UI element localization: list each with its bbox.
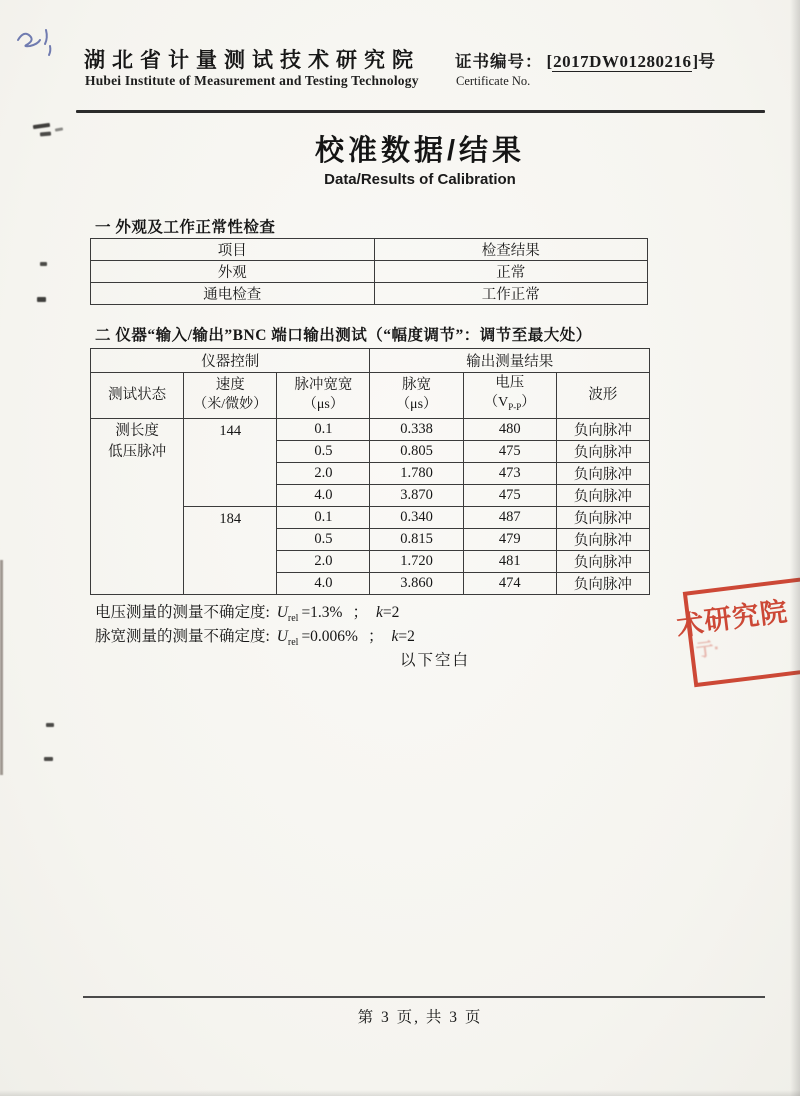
- scan-edge-shadow: [0, 560, 3, 775]
- unit-suffix: ）: [521, 395, 536, 410]
- column-title: 脉冲宽宽: [294, 377, 353, 394]
- red-seal-stamp: [675, 573, 800, 688]
- column-title: 测试状态: [108, 386, 167, 403]
- certificate-number-value: [547, 52, 716, 72]
- certificate-number-block: [455, 47, 715, 72]
- table-cell: 通电检查: [91, 283, 375, 305]
- table-cell: 0.1: [277, 418, 370, 440]
- table-cell: 1.720: [370, 550, 463, 572]
- table-cell: 负向脉冲: [556, 484, 649, 506]
- u-symbol: U: [276, 604, 288, 621]
- table-cell: 0.815: [370, 528, 463, 550]
- scan-smudge: [40, 262, 47, 266]
- table-cell: 4.0: [277, 484, 370, 506]
- institute-name-en: Hubei Institute of Measurement and Testing Technology: [85, 73, 419, 88]
- table-cell: 负向脉冲: [556, 440, 649, 462]
- output-test-table: [90, 348, 650, 595]
- column-unit: （米/微妙）: [193, 397, 268, 413]
- footer-divider-line: [83, 996, 765, 998]
- k-value: =2: [398, 628, 415, 645]
- group-header: 输出测量结果: [370, 349, 650, 373]
- uncertainty-value: =1.3%: [301, 604, 343, 621]
- table-cell: 2.0: [277, 550, 370, 572]
- appearance-check-table: [90, 238, 648, 305]
- column-header: 检查结果: [374, 239, 648, 261]
- institute-name-cn: 湖北省计量测试技术研究院: [84, 49, 420, 72]
- blank-below-note: 以下空白: [400, 652, 471, 669]
- scan-edge-shadow: [0, 1090, 800, 1096]
- table-cell: 475: [463, 484, 556, 506]
- section2-heading: 二 仪器“输入/输出”BNC 端口输出测试（“幅度调节”：调节至最大处）: [95, 327, 592, 344]
- uncertainty-label: 电压测量的测量不确定度:: [95, 604, 274, 621]
- seal-faint-text: 亍·: [694, 637, 722, 661]
- table-cell: 正常: [374, 261, 648, 283]
- test-state-cell: [91, 418, 184, 594]
- table-cell: 工作正常: [374, 283, 648, 305]
- table-cell: 4.0: [277, 572, 370, 594]
- table-cell: 负向脉冲: [556, 506, 649, 528]
- table-cell: 负向脉冲: [556, 418, 649, 440]
- speed-cell: 144: [184, 418, 277, 506]
- cert-bracket-open: [: [546, 52, 553, 71]
- table-cell: 0.805: [370, 440, 463, 462]
- table-cell: 473: [463, 462, 556, 484]
- test-state-line: 低压脉冲: [108, 443, 167, 460]
- table-cell: 负向脉冲: [556, 572, 649, 594]
- table-cell: 负向脉冲: [556, 528, 649, 550]
- table-cell: 3.870: [370, 484, 463, 506]
- table-cell: 1.780: [370, 462, 463, 484]
- table-cell: 0.338: [370, 418, 463, 440]
- separator: ；: [367, 628, 384, 645]
- page-title-en: Data/Results of Calibration: [324, 171, 516, 188]
- scan-smudge: [46, 723, 54, 727]
- column-title: 波形: [588, 386, 618, 403]
- table-row: [91, 261, 648, 283]
- column-header: 项目: [91, 239, 375, 261]
- table-cell: 负向脉冲: [556, 462, 649, 484]
- scan-smudge: [37, 297, 46, 302]
- certificate-number-label: 证书编号：: [455, 52, 543, 71]
- table-cell: 487: [463, 506, 556, 528]
- u-subscript: rel: [287, 613, 299, 625]
- column-header: [463, 373, 556, 419]
- uncertainty-statement-voltage: [95, 600, 399, 624]
- k-value: =2: [382, 604, 400, 621]
- table-cell: 474: [463, 572, 556, 594]
- column-unit: [464, 393, 556, 417]
- table-group-header-row: [91, 349, 650, 373]
- table-cell: 外观: [91, 261, 375, 283]
- table-row: [91, 418, 650, 440]
- k-symbol: k: [391, 628, 399, 645]
- u-subscript: rel: [287, 637, 299, 649]
- column-unit: （μs）: [302, 397, 344, 413]
- table-cell: 0.5: [277, 440, 370, 462]
- column-header: [370, 373, 463, 419]
- table-cell: 479: [463, 528, 556, 550]
- table-cell: 480: [463, 418, 556, 440]
- seal-text: 研究院: [702, 596, 790, 637]
- uncertainty-statement-pulsewidth: [95, 624, 415, 648]
- table-cell: 3.860: [370, 572, 463, 594]
- cert-number: 2017DW01280216: [553, 52, 692, 71]
- table-row: [91, 283, 648, 305]
- k-symbol: k: [375, 604, 383, 621]
- page-title: 校准数据/结果: [314, 135, 526, 167]
- unit-subscript: P-P: [508, 401, 522, 412]
- table-cell: 475: [463, 440, 556, 462]
- column-title: 电压: [495, 375, 525, 391]
- speed-cell: 184: [184, 506, 277, 594]
- group-header: 仪器控制: [91, 349, 370, 373]
- unit-prefix: （V: [484, 395, 509, 410]
- handwritten-pen-mark: [12, 16, 72, 66]
- column-header: [277, 373, 370, 419]
- cert-bracket-close: ]: [692, 52, 699, 71]
- page-number: 第 3 页, 共 3 页: [357, 1009, 483, 1026]
- column-unit: （μs）: [396, 397, 438, 413]
- certificate-number-label-en: Certificate No.: [456, 74, 531, 88]
- column-title: 速度: [215, 377, 245, 394]
- table-cell: 负向脉冲: [556, 550, 649, 572]
- section1-heading: 一 外观及工作正常性检查: [95, 219, 276, 236]
- u-symbol: U: [276, 628, 288, 645]
- scan-edge-shadow: [790, 0, 800, 1096]
- table-cell: 0.1: [277, 506, 370, 528]
- column-title: 脉宽: [402, 377, 432, 394]
- cert-suffix: 号: [698, 52, 716, 71]
- scan-smudge: [44, 757, 53, 761]
- test-state-line: 测长度: [115, 422, 159, 439]
- table-cell: 0.340: [370, 506, 463, 528]
- separator: ；: [352, 604, 368, 621]
- table-header-row: [91, 373, 650, 419]
- column-header: [556, 373, 649, 419]
- uncertainty-value: =0.006%: [301, 628, 358, 645]
- table-cell: 2.0: [277, 462, 370, 484]
- seal-partial-character: 术: [675, 608, 706, 642]
- column-header: [91, 373, 184, 419]
- table-cell: 0.5: [277, 528, 370, 550]
- header-divider-line: [76, 110, 765, 113]
- uncertainty-label: 脉宽测量的测量不确定度:: [95, 628, 274, 645]
- table-header-row: [91, 239, 648, 261]
- table-cell: 481: [463, 550, 556, 572]
- column-header: [184, 373, 277, 419]
